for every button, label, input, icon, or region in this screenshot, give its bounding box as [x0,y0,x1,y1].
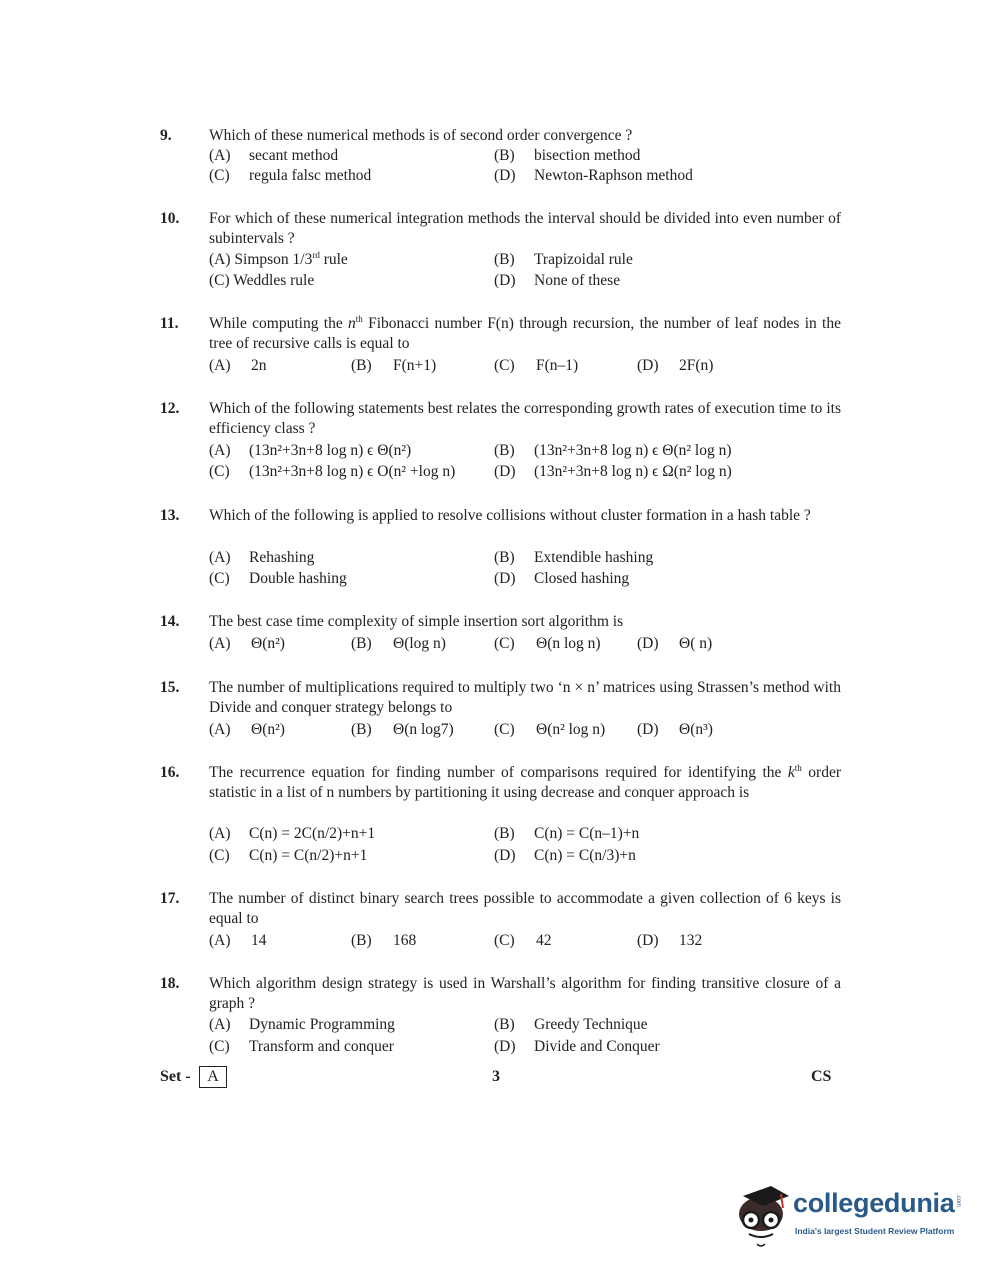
question-text: Which of the following statements best relates the corresponding growth rates of execution time to its efficiency class ? [209,400,841,437]
option-d: (D) Closed hashing [494,570,630,587]
option-d: (D) C(n) = C(n/3)+n [494,847,636,864]
option-b: (B) bisection method [494,147,641,164]
option-b: (B) (13n²+3n+8 log n) ϵ Θ(n² log n) [494,442,732,459]
set-label: Set - [160,1068,191,1085]
question-text: The number of multiplications required to multiply two ‘n × n’ matrices using Strassen’s method with Divide and conquer strategy belongs to [209,679,841,716]
mascot-icon [733,1182,793,1252]
option-a: (A) secant method [209,147,339,164]
option-b: (B) Greedy Technique [494,1016,648,1033]
option-b: (B) C(n) = C(n–1)+n [494,825,640,842]
option-a: (A) Dynamic Programming [209,1016,395,1033]
option-d: (D) 2F(n) [637,357,714,374]
option-d: (D) Θ(n³) [637,721,713,738]
option-c: (C) C(n) = C(n/2)+n+1 [209,847,368,864]
question-text: While computing the $n^{th}$ Fibonacci number F(n) through recursion, the number of leaf nodes in the tree of recursive calls is equal to [209,314,841,352]
question-text: Which of the following is applied to resolve collisions without cluster formation in a hash table ? [209,507,811,524]
option-d: (D) (13n²+3n+8 log n) ϵ Ω(n² log n) [494,463,732,480]
option-c: (C) Transform and conquer [209,1038,394,1055]
question-text: The recurrence equation for finding number of comparisons required for identifying the $k^{th}$ order statistic in a list of n numbers by partitioning it using decrease and conquer approach is [209,763,841,801]
option-c: (C) F(n–1) [494,357,579,374]
logo-wordmark: collegedunia [793,1188,955,1218]
question-number: 12. [160,400,180,417]
logo-domain: .com [955,1194,961,1208]
page-number: 3 [492,1068,500,1085]
question-text: For which of these numerical integration methods the interval should be divided into even number of subintervals ? [209,210,841,247]
logo-tagline: India's largest Student Review Platform [795,1226,955,1236]
set-value-box: A [199,1066,227,1088]
option-d: (D) Divide and Conquer [494,1038,660,1055]
question-number: 9. [160,127,172,144]
option-c: (C) Θ(n² log n) [494,721,606,738]
option-b: (B) Θ(n log7) [351,721,454,738]
option-d: (D) None of these [494,272,621,289]
option-c: (C) Weddles rule [209,272,315,289]
option-c: (C) (13n²+3n+8 log n) ϵ O(n² +log n) [209,463,456,480]
option-d: (D) 132 [637,932,703,949]
question-number: 16. [160,764,180,781]
option-b: (B) Trapizoidal rule [494,251,633,268]
option-c: (C) regula falsc method [209,167,372,184]
option-b: (B) 168 [351,932,417,949]
subject-code: CS [811,1068,832,1085]
question-number: 10. [160,210,180,227]
option-a: (A) Θ(n²) [209,635,285,652]
option-a: (A) C(n) = 2C(n/2)+n+1 [209,825,376,842]
option-b: (B) Extendible hashing [494,549,654,566]
question-text: The best case time complexity of simple insertion sort algorithm is [209,613,624,630]
option-a: (A) (13n²+3n+8 log n) ϵ Θ(n²) [209,442,412,459]
option-d: (D) Newton-Raphson method [494,167,693,184]
option-b: (B) Θ(log n) [351,635,446,652]
question-text: Which of these numerical methods is of second order convergence ? [209,127,633,144]
option-d: (D) Θ( n) [637,635,713,652]
collegedunia-logo [733,1182,963,1252]
question-number: 17. [160,890,180,907]
page-footer [0,1066,993,1090]
option-a: (A) 2n [209,357,267,374]
option-c: (C) Θ(n log n) [494,635,601,652]
question-number: 15. [160,679,180,696]
option-a: (A) Rehashing [209,549,315,566]
question-number: 13. [160,507,180,524]
question-number: 11. [160,315,179,332]
question-text: Which algorithm design strategy is used in Warshall’s algorithm for finding transitive closure of a graph ? [209,975,841,1012]
question-number: 14. [160,613,180,630]
option-c: (C) 42 [494,932,552,949]
option-a: (A) 14 [209,932,267,949]
question-number: 18. [160,975,180,992]
question-text: The number of distinct binary search trees possible to accommodate a given collection of 6 keys is equal to [209,890,841,927]
option-a: (A) Simpson 1/3rd rule [209,250,348,268]
option-c: (C) Double hashing [209,570,347,587]
option-a: (A) Θ(n²) [209,721,285,738]
option-b: (B) F(n+1) [351,357,437,374]
